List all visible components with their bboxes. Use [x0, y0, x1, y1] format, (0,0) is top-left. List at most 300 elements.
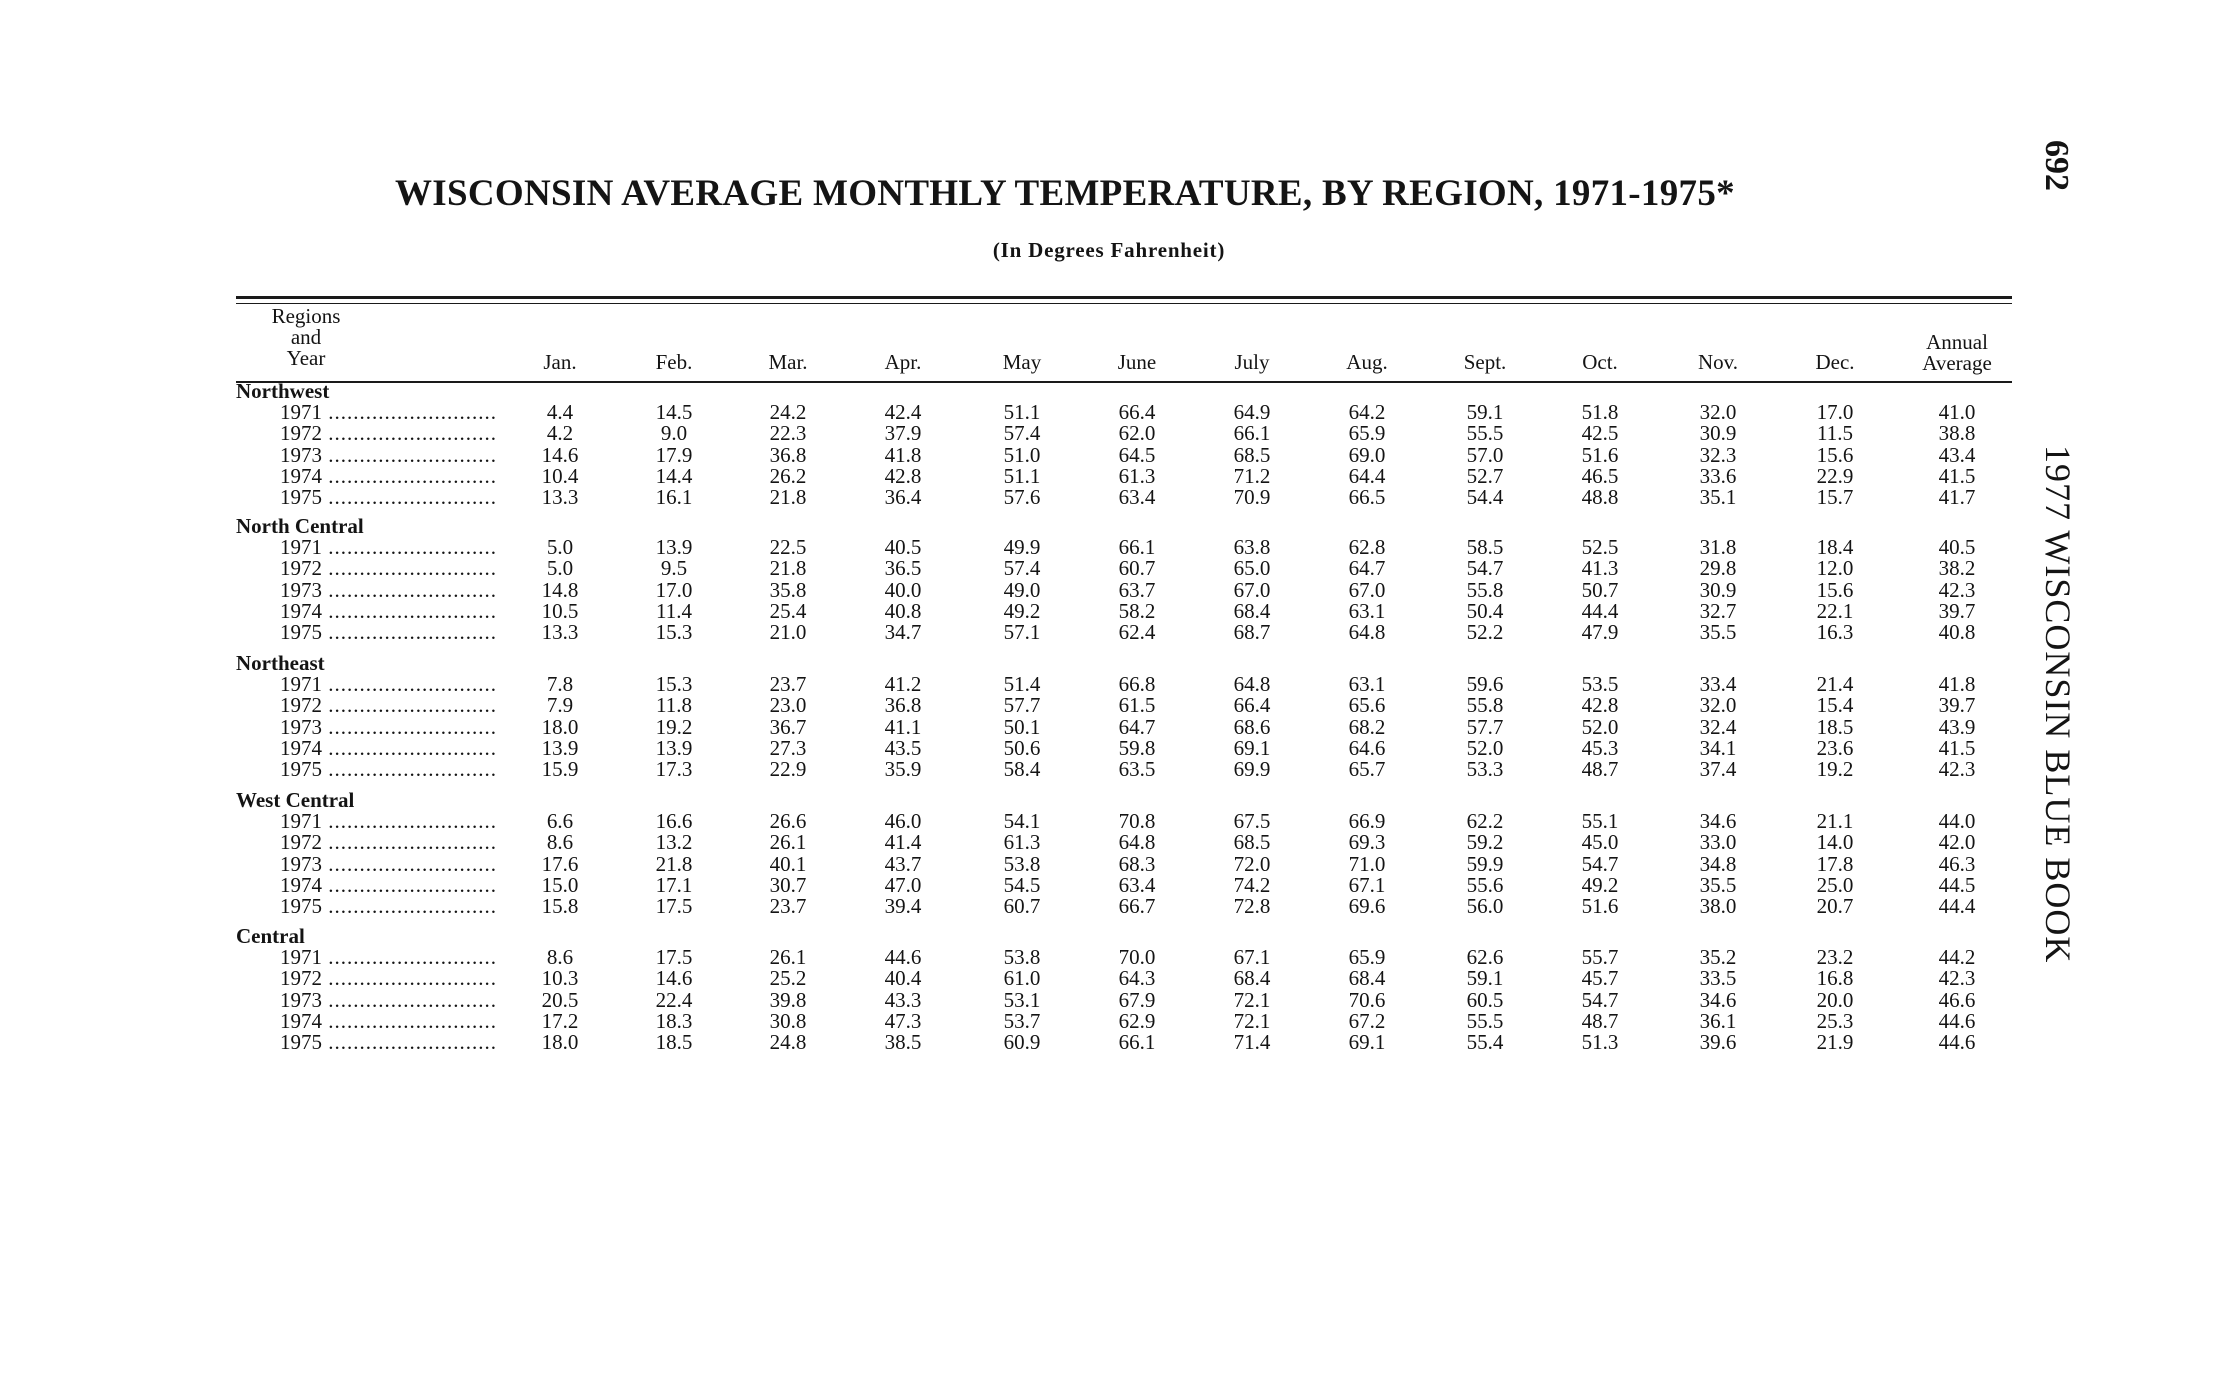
month-value-cell: 63.7: [1118, 577, 1156, 602]
month-value-cell: 53.1: [1003, 987, 1041, 1012]
month-value-cell: 13.3: [541, 620, 579, 644]
annual-average-cell: 38.8: [1938, 421, 1976, 446]
month-value-cell: 51.3: [1581, 1030, 1619, 1054]
table-row: [0, 896, 2218, 917]
month-value-cell: 48.7: [1581, 757, 1619, 781]
month-header: Nov.: [1697, 350, 1739, 374]
month-value-cell: 54.5: [1003, 872, 1041, 897]
month-value-cell: 15.9: [541, 757, 579, 781]
month-value-cell: 59.1: [1466, 400, 1504, 425]
month-value-cell: 33.5: [1699, 966, 1737, 991]
month-value-cell: 15.3: [655, 620, 693, 644]
month-value-cell: 48.7: [1581, 1008, 1619, 1033]
annual-average-cell: 41.8: [1938, 672, 1976, 697]
month-value-cell: 55.1: [1581, 809, 1619, 834]
month-value-cell: 67.5: [1233, 809, 1271, 834]
month-value-cell: 62.4: [1118, 620, 1156, 644]
month-value-cell: 16.1: [655, 485, 693, 509]
month-header: Jan.: [543, 350, 577, 374]
month-header: Mar.: [768, 350, 808, 374]
month-header: Oct.: [1582, 350, 1618, 374]
row-year: 1974 .....: [280, 738, 498, 759]
month-value-cell: 40.1: [769, 851, 807, 876]
month-value-cell: 22.3: [769, 421, 807, 446]
month-value-cell: 11.4: [656, 598, 692, 623]
month-value-cell: 10.3: [541, 966, 579, 991]
row-year: 1972 .....: [280, 968, 498, 989]
month-value-cell: 64.3: [1118, 966, 1156, 991]
row-year: 1971 .....: [280, 811, 498, 832]
month-value-cell: 69.0: [1348, 442, 1386, 467]
month-value-cell: 30.9: [1699, 577, 1737, 602]
month-value-cell: 64.7: [1348, 556, 1386, 581]
month-value-cell: 53.3: [1466, 757, 1504, 781]
month-value-cell: 35.5: [1699, 620, 1737, 644]
month-value-cell: 12.0: [1816, 556, 1854, 581]
month-value-cell: 53.8: [1003, 851, 1041, 876]
month-value-cell: 71.0: [1348, 851, 1386, 876]
month-value-cell: 36.5: [884, 556, 922, 581]
row-year: 1973 .....: [280, 990, 498, 1011]
month-value-cell: 7.8: [546, 672, 574, 697]
month-value-cell: 57.6: [1003, 485, 1041, 509]
month-value-cell: 16.6: [655, 809, 693, 834]
row-year: 1975 .....: [280, 896, 498, 917]
month-value-cell: 47.3: [884, 1008, 922, 1033]
month-value-cell: 60.5: [1466, 987, 1504, 1012]
month-value-cell: 50.7: [1581, 577, 1619, 602]
month-value-cell: 13.3: [541, 485, 579, 509]
table-row: [0, 695, 2218, 716]
month-value-cell: 61.5: [1118, 693, 1156, 718]
table-row: [0, 402, 2218, 423]
row-year: 1975 .....: [280, 622, 498, 643]
month-value-cell: 53.7: [1003, 1008, 1041, 1033]
row-year: 1973 .....: [280, 445, 498, 466]
month-value-cell: 33.6: [1699, 463, 1737, 488]
month-value-cell: 9.5: [660, 556, 688, 581]
month-value-cell: 37.9: [884, 421, 922, 446]
month-value-cell: 55.6: [1466, 872, 1504, 897]
month-value-cell: 72.1: [1233, 1008, 1271, 1033]
month-value-cell: 45.0: [1581, 830, 1619, 855]
month-value-cell: 22.9: [769, 757, 807, 781]
table-row: [0, 622, 2218, 643]
table-row: [0, 487, 2218, 508]
month-value-cell: 30.7: [769, 872, 807, 897]
month-value-cell: 4.2: [546, 421, 574, 446]
month-value-cell: 18.3: [655, 1008, 693, 1033]
table-top-rule: [236, 296, 2012, 299]
month-header: Dec.: [1815, 350, 1855, 374]
region-heading: Northwest: [236, 379, 330, 403]
month-value-cell: 14.6: [541, 442, 579, 467]
table-row: [0, 714, 2218, 739]
month-header: Apr.: [884, 350, 922, 374]
month-value-cell: 32.3: [1699, 442, 1737, 467]
month-value-cell: 41.3: [1581, 556, 1619, 581]
month-value-cell: 67.1: [1348, 872, 1386, 897]
month-value-cell: 55.8: [1466, 577, 1504, 602]
row-year: 1975 .....: [280, 487, 498, 508]
month-value-cell: 68.7: [1233, 620, 1271, 644]
month-value-cell: 69.1: [1233, 735, 1271, 760]
annual-average-cell: 42.3: [1938, 757, 1976, 781]
month-value-cell: 66.4: [1233, 693, 1271, 718]
month-value-cell: 15.4: [1816, 693, 1854, 718]
month-value-cell: 17.2: [541, 1008, 579, 1033]
page-title: WISCONSIN AVERAGE MONTHLY TEMPERATURE, BY REGION, 1971-1975*: [395, 173, 1735, 214]
month-value-cell: 40.5: [884, 535, 922, 560]
month-value-cell: 47.0: [884, 872, 922, 897]
month-value-cell: 56.0: [1466, 894, 1504, 918]
month-value-cell: 59.1: [1466, 966, 1504, 991]
annual-header-line: Average: [1922, 351, 1992, 375]
month-value-cell: 68.2: [1348, 714, 1386, 739]
month-value-cell: 66.8: [1118, 672, 1156, 697]
month-value-cell: 37.4: [1699, 757, 1737, 781]
month-value-cell: 54.1: [1003, 809, 1041, 834]
month-value-cell: 55.5: [1466, 421, 1504, 446]
month-value-cell: 65.7: [1348, 757, 1386, 781]
month-value-cell: 58.5: [1466, 535, 1504, 560]
table-row: [0, 987, 2218, 1012]
month-value-cell: 27.3: [769, 735, 807, 760]
month-value-cell: 70.8: [1118, 809, 1156, 834]
month-value-cell: 11.5: [1817, 421, 1853, 446]
month-value-cell: 62.6: [1466, 945, 1504, 970]
row-year: 1974 .....: [280, 601, 498, 622]
month-value-cell: 30.8: [769, 1008, 807, 1033]
month-value-cell: 64.9: [1233, 400, 1271, 425]
annual-average-cell: 44.0: [1938, 809, 1976, 834]
month-value-cell: 16.8: [1816, 966, 1854, 991]
month-value-cell: 24.8: [769, 1030, 807, 1054]
month-value-cell: 7.9: [546, 693, 574, 718]
month-value-cell: 35.5: [1699, 872, 1737, 897]
month-value-cell: 65.9: [1348, 945, 1386, 970]
month-value-cell: 61.3: [1003, 830, 1041, 855]
month-value-cell: 53.8: [1003, 945, 1041, 970]
month-value-cell: 52.0: [1581, 714, 1619, 739]
month-value-cell: 61.3: [1118, 463, 1156, 488]
month-value-cell: 62.0: [1118, 421, 1156, 446]
stub-header-line: Year: [286, 346, 326, 370]
month-value-cell: 19.2: [1816, 757, 1854, 781]
month-value-cell: 42.4: [884, 400, 922, 425]
month-value-cell: 52.5: [1581, 535, 1619, 560]
month-value-cell: 25.0: [1816, 872, 1854, 897]
month-value-cell: 17.0: [1816, 400, 1854, 425]
table-row: [0, 598, 2218, 623]
table-row: [0, 577, 2218, 602]
month-value-cell: 20.7: [1816, 894, 1854, 918]
month-value-cell: 21.8: [769, 556, 807, 581]
month-value-cell: 13.9: [655, 735, 693, 760]
annual-average-cell: 43.4: [1938, 442, 1976, 467]
month-value-cell: 42.8: [884, 463, 922, 488]
month-value-cell: 59.6: [1466, 672, 1504, 697]
month-value-cell: 40.8: [884, 598, 922, 623]
annual-average-cell: 38.2: [1938, 556, 1976, 581]
month-value-cell: 68.4: [1233, 598, 1271, 623]
month-value-cell: 49.2: [1581, 872, 1619, 897]
month-value-cell: 23.2: [1816, 945, 1854, 970]
month-value-cell: 26.1: [769, 945, 807, 970]
month-value-cell: 13.2: [655, 830, 693, 855]
month-value-cell: 10.4: [541, 463, 579, 488]
month-value-cell: 39.4: [884, 894, 922, 918]
month-value-cell: 60.7: [1003, 894, 1041, 918]
month-value-cell: 70.0: [1118, 945, 1156, 970]
month-value-cell: 26.1: [769, 830, 807, 855]
table-row: [0, 1008, 2218, 1033]
region-heading: North Central: [236, 514, 364, 538]
table-row: [0, 735, 2218, 760]
row-year: 1975 .....: [280, 1032, 498, 1053]
month-value-cell: 25.4: [769, 598, 807, 623]
month-value-cell: 21.0: [769, 620, 807, 644]
annual-average-cell: 39.7: [1938, 598, 1976, 623]
month-value-cell: 10.5: [541, 598, 579, 623]
month-value-cell: 40.0: [884, 577, 922, 602]
month-value-cell: 66.5: [1348, 485, 1386, 509]
table-top-rule-thin: [236, 303, 2012, 304]
month-value-cell: 60.9: [1003, 1030, 1041, 1054]
month-value-cell: 71.2: [1233, 463, 1271, 488]
month-value-cell: 22.4: [655, 987, 693, 1012]
row-year: 1971 .....: [280, 537, 498, 558]
month-value-cell: 70.9: [1233, 485, 1271, 509]
month-value-cell: 63.8: [1233, 535, 1271, 560]
month-value-cell: 43.5: [884, 735, 922, 760]
month-value-cell: 39.6: [1699, 1030, 1737, 1054]
table-row: [0, 872, 2218, 897]
row-year: 1971 .....: [280, 402, 498, 423]
month-value-cell: 22.9: [1816, 463, 1854, 488]
month-value-cell: 32.4: [1699, 714, 1737, 739]
month-header: Feb.: [655, 350, 693, 374]
month-value-cell: 52.2: [1466, 620, 1504, 644]
month-value-cell: 25.2: [769, 966, 807, 991]
month-value-cell: 41.8: [884, 442, 922, 467]
month-header: May: [1002, 350, 1042, 374]
month-value-cell: 30.9: [1699, 421, 1737, 446]
month-value-cell: 47.9: [1581, 620, 1619, 644]
annual-average-cell: 46.6: [1938, 987, 1976, 1012]
month-value-cell: 17.0: [655, 577, 693, 602]
month-value-cell: 14.0: [1816, 830, 1854, 855]
month-value-cell: 21.8: [655, 851, 693, 876]
month-value-cell: 57.1: [1003, 620, 1041, 644]
table-row: [0, 968, 2218, 989]
month-value-cell: 68.5: [1233, 830, 1271, 855]
month-value-cell: 69.6: [1348, 894, 1386, 918]
region-heading: Central: [236, 924, 305, 948]
month-value-cell: 42.8: [1581, 693, 1619, 718]
stub-header-line: and: [290, 325, 322, 349]
month-value-cell: 22.1: [1816, 598, 1854, 623]
month-value-cell: 15.3: [655, 672, 693, 697]
month-value-cell: 54.7: [1581, 851, 1619, 876]
month-value-cell: 54.4: [1466, 485, 1504, 509]
annual-average-cell: 42.3: [1938, 577, 1976, 602]
table-row: [0, 759, 2218, 780]
month-value-cell: 64.6: [1348, 735, 1386, 760]
month-value-cell: 23.6: [1816, 735, 1854, 760]
month-value-cell: 57.7: [1003, 693, 1041, 718]
month-value-cell: 17.5: [655, 945, 693, 970]
month-value-cell: 68.4: [1233, 966, 1271, 991]
month-value-cell: 64.2: [1348, 400, 1386, 425]
month-value-cell: 51.1: [1003, 463, 1041, 488]
month-value-cell: 15.8: [541, 894, 579, 918]
month-value-cell: 35.8: [769, 577, 807, 602]
month-value-cell: 67.0: [1233, 577, 1271, 602]
table-row: [0, 1032, 2218, 1053]
month-value-cell: 5.0: [546, 556, 574, 581]
month-value-cell: 48.8: [1581, 485, 1619, 509]
month-value-cell: 63.4: [1118, 485, 1156, 509]
annual-average-cell: 44.5: [1938, 872, 1976, 897]
month-value-cell: 66.1: [1233, 421, 1271, 446]
month-value-cell: 70.6: [1348, 987, 1386, 1012]
month-value-cell: 65.9: [1348, 421, 1386, 446]
month-value-cell: 64.8: [1233, 672, 1271, 697]
month-value-cell: 14.8: [541, 577, 579, 602]
month-value-cell: 54.7: [1466, 556, 1504, 581]
month-value-cell: 13.9: [541, 735, 579, 760]
month-value-cell: 20.0: [1816, 987, 1854, 1012]
annual-average-cell: 44.6: [1938, 1008, 1976, 1033]
table-row: [0, 442, 2218, 467]
month-value-cell: 74.2: [1233, 872, 1271, 897]
month-value-cell: 52.0: [1466, 735, 1504, 760]
month-value-cell: 49.0: [1003, 577, 1041, 602]
month-value-cell: 42.5: [1581, 421, 1619, 446]
month-value-cell: 46.5: [1581, 463, 1619, 488]
month-value-cell: 32.0: [1699, 400, 1737, 425]
row-year: 1975 .....: [280, 759, 498, 780]
month-value-cell: 68.3: [1118, 851, 1156, 876]
month-value-cell: 66.1: [1118, 1030, 1156, 1054]
month-value-cell: 43.7: [884, 851, 922, 876]
month-value-cell: 64.7: [1118, 714, 1156, 739]
month-value-cell: 40.4: [884, 966, 922, 991]
row-year: 1974 .....: [280, 466, 498, 487]
month-value-cell: 51.6: [1581, 894, 1619, 918]
month-value-cell: 55.5: [1466, 1008, 1504, 1033]
table-row: [0, 537, 2218, 558]
row-year: 1974 .....: [280, 875, 498, 896]
month-value-cell: 50.4: [1466, 598, 1504, 623]
month-value-cell: 57.0: [1466, 442, 1504, 467]
annual-average-cell: 42.3: [1938, 966, 1976, 991]
month-value-cell: 17.6: [541, 851, 579, 876]
month-value-cell: 32.7: [1699, 598, 1737, 623]
month-value-cell: 72.1: [1233, 987, 1271, 1012]
month-value-cell: 59.9: [1466, 851, 1504, 876]
month-value-cell: 18.0: [541, 1030, 579, 1054]
annual-average-cell: 46.3: [1938, 851, 1976, 876]
month-value-cell: 64.4: [1348, 463, 1386, 488]
table-row: [0, 851, 2218, 876]
month-value-cell: 33.0: [1699, 830, 1737, 855]
annual-average-cell: 44.6: [1938, 1030, 1976, 1054]
row-year: 1972 .....: [280, 423, 498, 444]
month-value-cell: 69.3: [1348, 830, 1386, 855]
month-value-cell: 36.1: [1699, 1008, 1737, 1033]
month-value-cell: 61.0: [1003, 966, 1041, 991]
month-value-cell: 22.5: [769, 535, 807, 560]
month-value-cell: 23.7: [769, 894, 807, 918]
month-value-cell: 34.6: [1699, 809, 1737, 834]
month-value-cell: 49.9: [1003, 535, 1041, 560]
month-value-cell: 59.2: [1466, 830, 1504, 855]
annual-average-cell: 41.7: [1938, 485, 1976, 509]
month-value-cell: 15.6: [1816, 442, 1854, 467]
month-header: Aug.: [1346, 350, 1388, 374]
month-value-cell: 29.8: [1699, 556, 1737, 581]
row-year: 1971 .....: [280, 947, 498, 968]
month-value-cell: 34.8: [1699, 851, 1737, 876]
month-value-cell: 49.2: [1003, 598, 1041, 623]
month-value-cell: 41.4: [884, 830, 922, 855]
region-heading: Northeast: [236, 651, 325, 675]
month-value-cell: 8.6: [546, 945, 574, 970]
row-year: 1972 .....: [280, 558, 498, 579]
row-year: 1974 .....: [280, 1011, 498, 1032]
table-row: [0, 811, 2218, 832]
month-value-cell: 64.8: [1118, 830, 1156, 855]
table-row: [0, 674, 2218, 695]
month-value-cell: 65.0: [1233, 556, 1271, 581]
month-value-cell: 72.8: [1233, 894, 1271, 918]
month-value-cell: 66.9: [1348, 809, 1386, 834]
month-value-cell: 54.7: [1581, 987, 1619, 1012]
month-value-cell: 21.9: [1816, 1030, 1854, 1054]
month-value-cell: 59.8: [1118, 735, 1156, 760]
month-value-cell: 21.8: [769, 485, 807, 509]
month-value-cell: 34.7: [884, 620, 922, 644]
month-value-cell: 44.6: [884, 945, 922, 970]
month-value-cell: 11.8: [656, 693, 692, 718]
month-value-cell: 24.2: [769, 400, 807, 425]
month-value-cell: 67.2: [1348, 1008, 1386, 1033]
annual-average-header: [1897, 332, 2017, 374]
month-value-cell: 44.4: [1581, 598, 1619, 623]
month-value-cell: 65.6: [1348, 693, 1386, 718]
month-value-cell: 46.0: [884, 809, 922, 834]
month-value-cell: 25.3: [1816, 1008, 1854, 1033]
month-value-cell: 69.9: [1233, 757, 1271, 781]
month-value-cell: 8.6: [546, 830, 574, 855]
row-year: 1971 .....: [280, 674, 498, 695]
month-value-cell: 63.1: [1348, 672, 1386, 697]
month-value-cell: 17.9: [655, 442, 693, 467]
month-value-cell: 60.7: [1118, 556, 1156, 581]
month-value-cell: 36.4: [884, 485, 922, 509]
month-value-cell: 55.7: [1581, 945, 1619, 970]
month-value-cell: 51.8: [1581, 400, 1619, 425]
month-value-cell: 63.1: [1348, 598, 1386, 623]
annual-average-cell: 41.5: [1938, 735, 1976, 760]
month-value-cell: 33.4: [1699, 672, 1737, 697]
month-value-cell: 15.7: [1816, 485, 1854, 509]
month-value-cell: 67.1: [1233, 945, 1271, 970]
month-value-cell: 58.2: [1118, 598, 1156, 623]
month-value-cell: 51.0: [1003, 442, 1041, 467]
